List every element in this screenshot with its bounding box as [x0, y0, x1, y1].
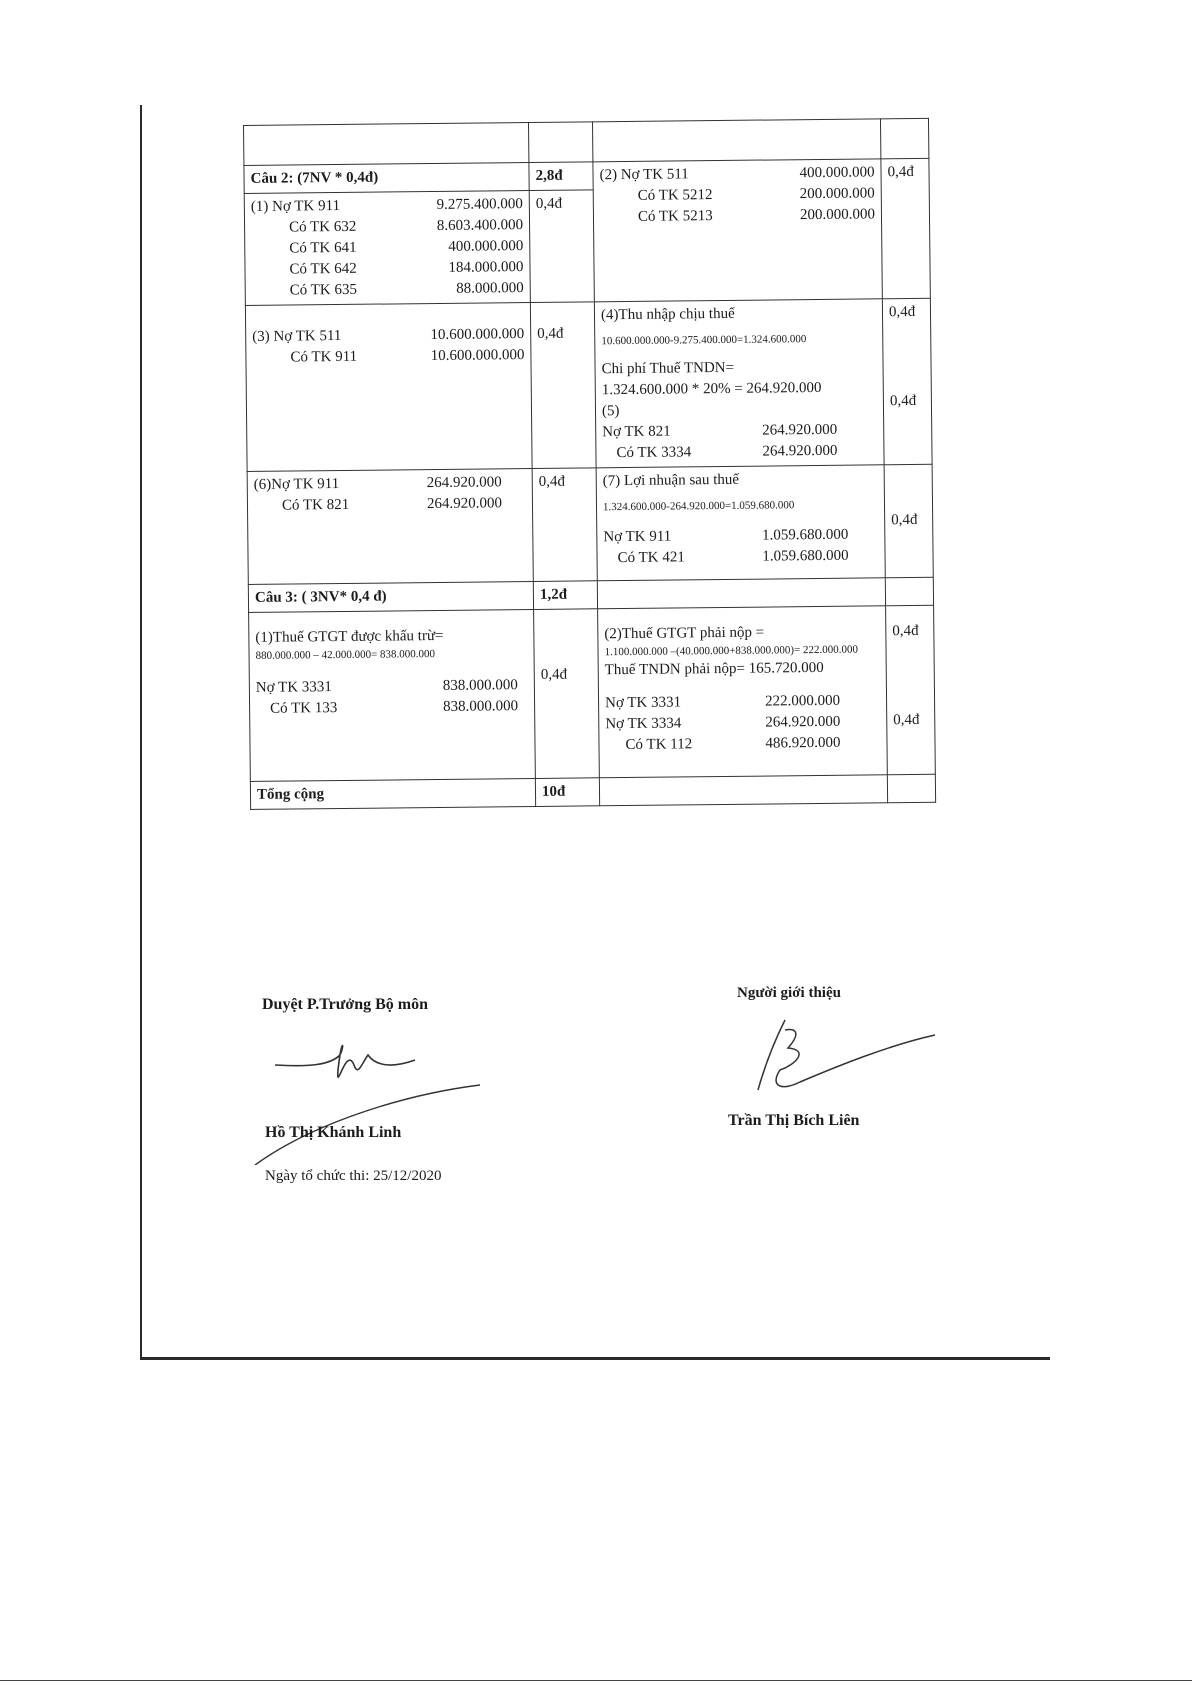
exam-date: Ngày tổ chức thi: 25/12/2020: [265, 1168, 442, 1184]
total-points: 10đ: [535, 778, 599, 807]
page-bottom-border: [0, 1680, 1192, 1681]
vat-payable-title: (2)Thuế GTGT phải nộp =: [604, 624, 765, 643]
vat-payable-formula: 1.100.000.000 –(40.000.000+838.000.000)= 222.000.000: [604, 643, 859, 659]
entry-6-score: 0,4đ: [532, 468, 597, 582]
entry-5-debit: Nợ TK 821 264.920.000: [602, 421, 838, 441]
entry-7-formula: 1.324.600.000-264.920.000=1.059.680.000: [602, 499, 795, 514]
entry-7-title: (7) Lợi nhuận sau thuế: [602, 471, 740, 490]
right-signer-name: Trần Thị Bích Liên: [728, 1112, 860, 1129]
entry-5-score: 0,4đ: [889, 392, 917, 410]
cau2-title: Câu 2: (7NV * 0,4đ): [244, 163, 529, 194]
entry-7-score: 0,4đ: [891, 511, 918, 529]
entry-3-score: 0,4đ: [537, 325, 564, 342]
entry-2-credit-2: Có TK 5213 200.000.000: [637, 206, 876, 225]
scan-bottom-border: [140, 1357, 1050, 1360]
left-signature-image: [250, 1015, 490, 1165]
entry-1-score: 0,4đ: [529, 190, 594, 303]
entry-1-credit-635: Có TK 635 88.000.000: [289, 280, 524, 299]
entry-1-credit-641: Có TK 641 400.000.000: [289, 238, 524, 257]
entry-3-debit: (3) Nợ TK 511 10.600.000.000: [252, 326, 525, 345]
entry-2-credit-1: Có TK 5212 200.000.000: [637, 185, 875, 204]
entry-2-score: 0,4đ: [881, 158, 930, 298]
cau3-entry-2-score-a: 0,4đ: [892, 622, 919, 640]
cau2-points: 2,8đ: [529, 162, 593, 191]
entry-6-7-row: [247, 464, 933, 584]
answer-table: [243, 118, 936, 810]
cau3-title: Câu 3: ( 3NV* 0,4 đ): [248, 581, 533, 612]
cau3-entry-2-debit-3334: Nợ TK 3334 264.920.000: [605, 713, 841, 733]
cau2-header-row: [244, 158, 929, 193]
entry-4-formula: 10.600.000.000-9.275.400.000=1.324.600.000: [601, 333, 807, 348]
vat-deductible-formula: 880.000.000 – 42.000.000= 838.000.000: [255, 648, 436, 662]
tax-cost-label: Chi phí Thuế TNDN=: [601, 359, 735, 378]
entry-6-credit: Có TK 821 264.920.000: [281, 495, 503, 514]
entry-1-debit: (1) Nợ TK 911 9.275.400.000: [250, 196, 523, 215]
right-signature-image: [740, 1010, 940, 1100]
cit-payable: Thuế TNDN phải nộp= 165.720.000: [604, 659, 824, 679]
total-label: Tổng cộng: [250, 778, 535, 809]
tax-cost-calc: 1.324.600.000 * 20% = 264.920.000: [601, 379, 822, 399]
entry-5-label: (5): [601, 403, 620, 420]
cau3-points: 1,2đ: [533, 581, 597, 610]
entry-3-credit: Có TK 911 10.600.000.000: [290, 347, 525, 366]
entry-6-debit: (6)Nợ TK 911 264.920.000: [253, 474, 502, 493]
cau3-entry-2-score-b: 0,4đ: [893, 711, 920, 729]
cau3-entries-row: [249, 605, 936, 781]
entry-7-credit: Có TK 421 1.059.680.000: [617, 547, 849, 567]
entry-1-credit-632: Có TK 632 8.603.400.000: [288, 217, 524, 236]
cau3-entry-1-debit: Nợ TK 3331 838.000.000: [255, 677, 518, 696]
cau3-entry-1-credit: Có TK 133 838.000.000: [270, 698, 519, 717]
cau3-entry-2-credit-112: Có TK 112 486.920.000: [625, 734, 841, 754]
entry-4-score: 0,4đ: [888, 303, 916, 321]
entry-4-title: (4)Thu nhập chịu thuế: [600, 305, 735, 324]
entry-7-debit: Nợ TK 911 1.059.680.000: [603, 526, 849, 546]
cau3-entry-2-debit-3331: Nợ TK 3331 222.000.000: [604, 692, 841, 712]
left-signer-name: Hồ Thị Khánh Linh: [265, 1124, 402, 1141]
cau3-entry-1-score: 0,4đ: [540, 666, 568, 683]
entry-3-4-row: [245, 298, 932, 471]
left-signer-title: Duyệt P.Trưởng Bộ môn: [262, 996, 429, 1013]
entry-5-credit: Có TK 3334 264.920.000: [616, 442, 838, 462]
entry-2-debit: (2) Nợ TK 511 400.000.000: [599, 164, 875, 184]
vat-deductible-title: (1)Thuế GTGT được khấu trừ=: [255, 627, 444, 646]
entry-1-credit-642: Có TK 642 184.000.000: [289, 259, 524, 278]
right-signer-title: Người giới thiệu: [737, 985, 841, 1001]
